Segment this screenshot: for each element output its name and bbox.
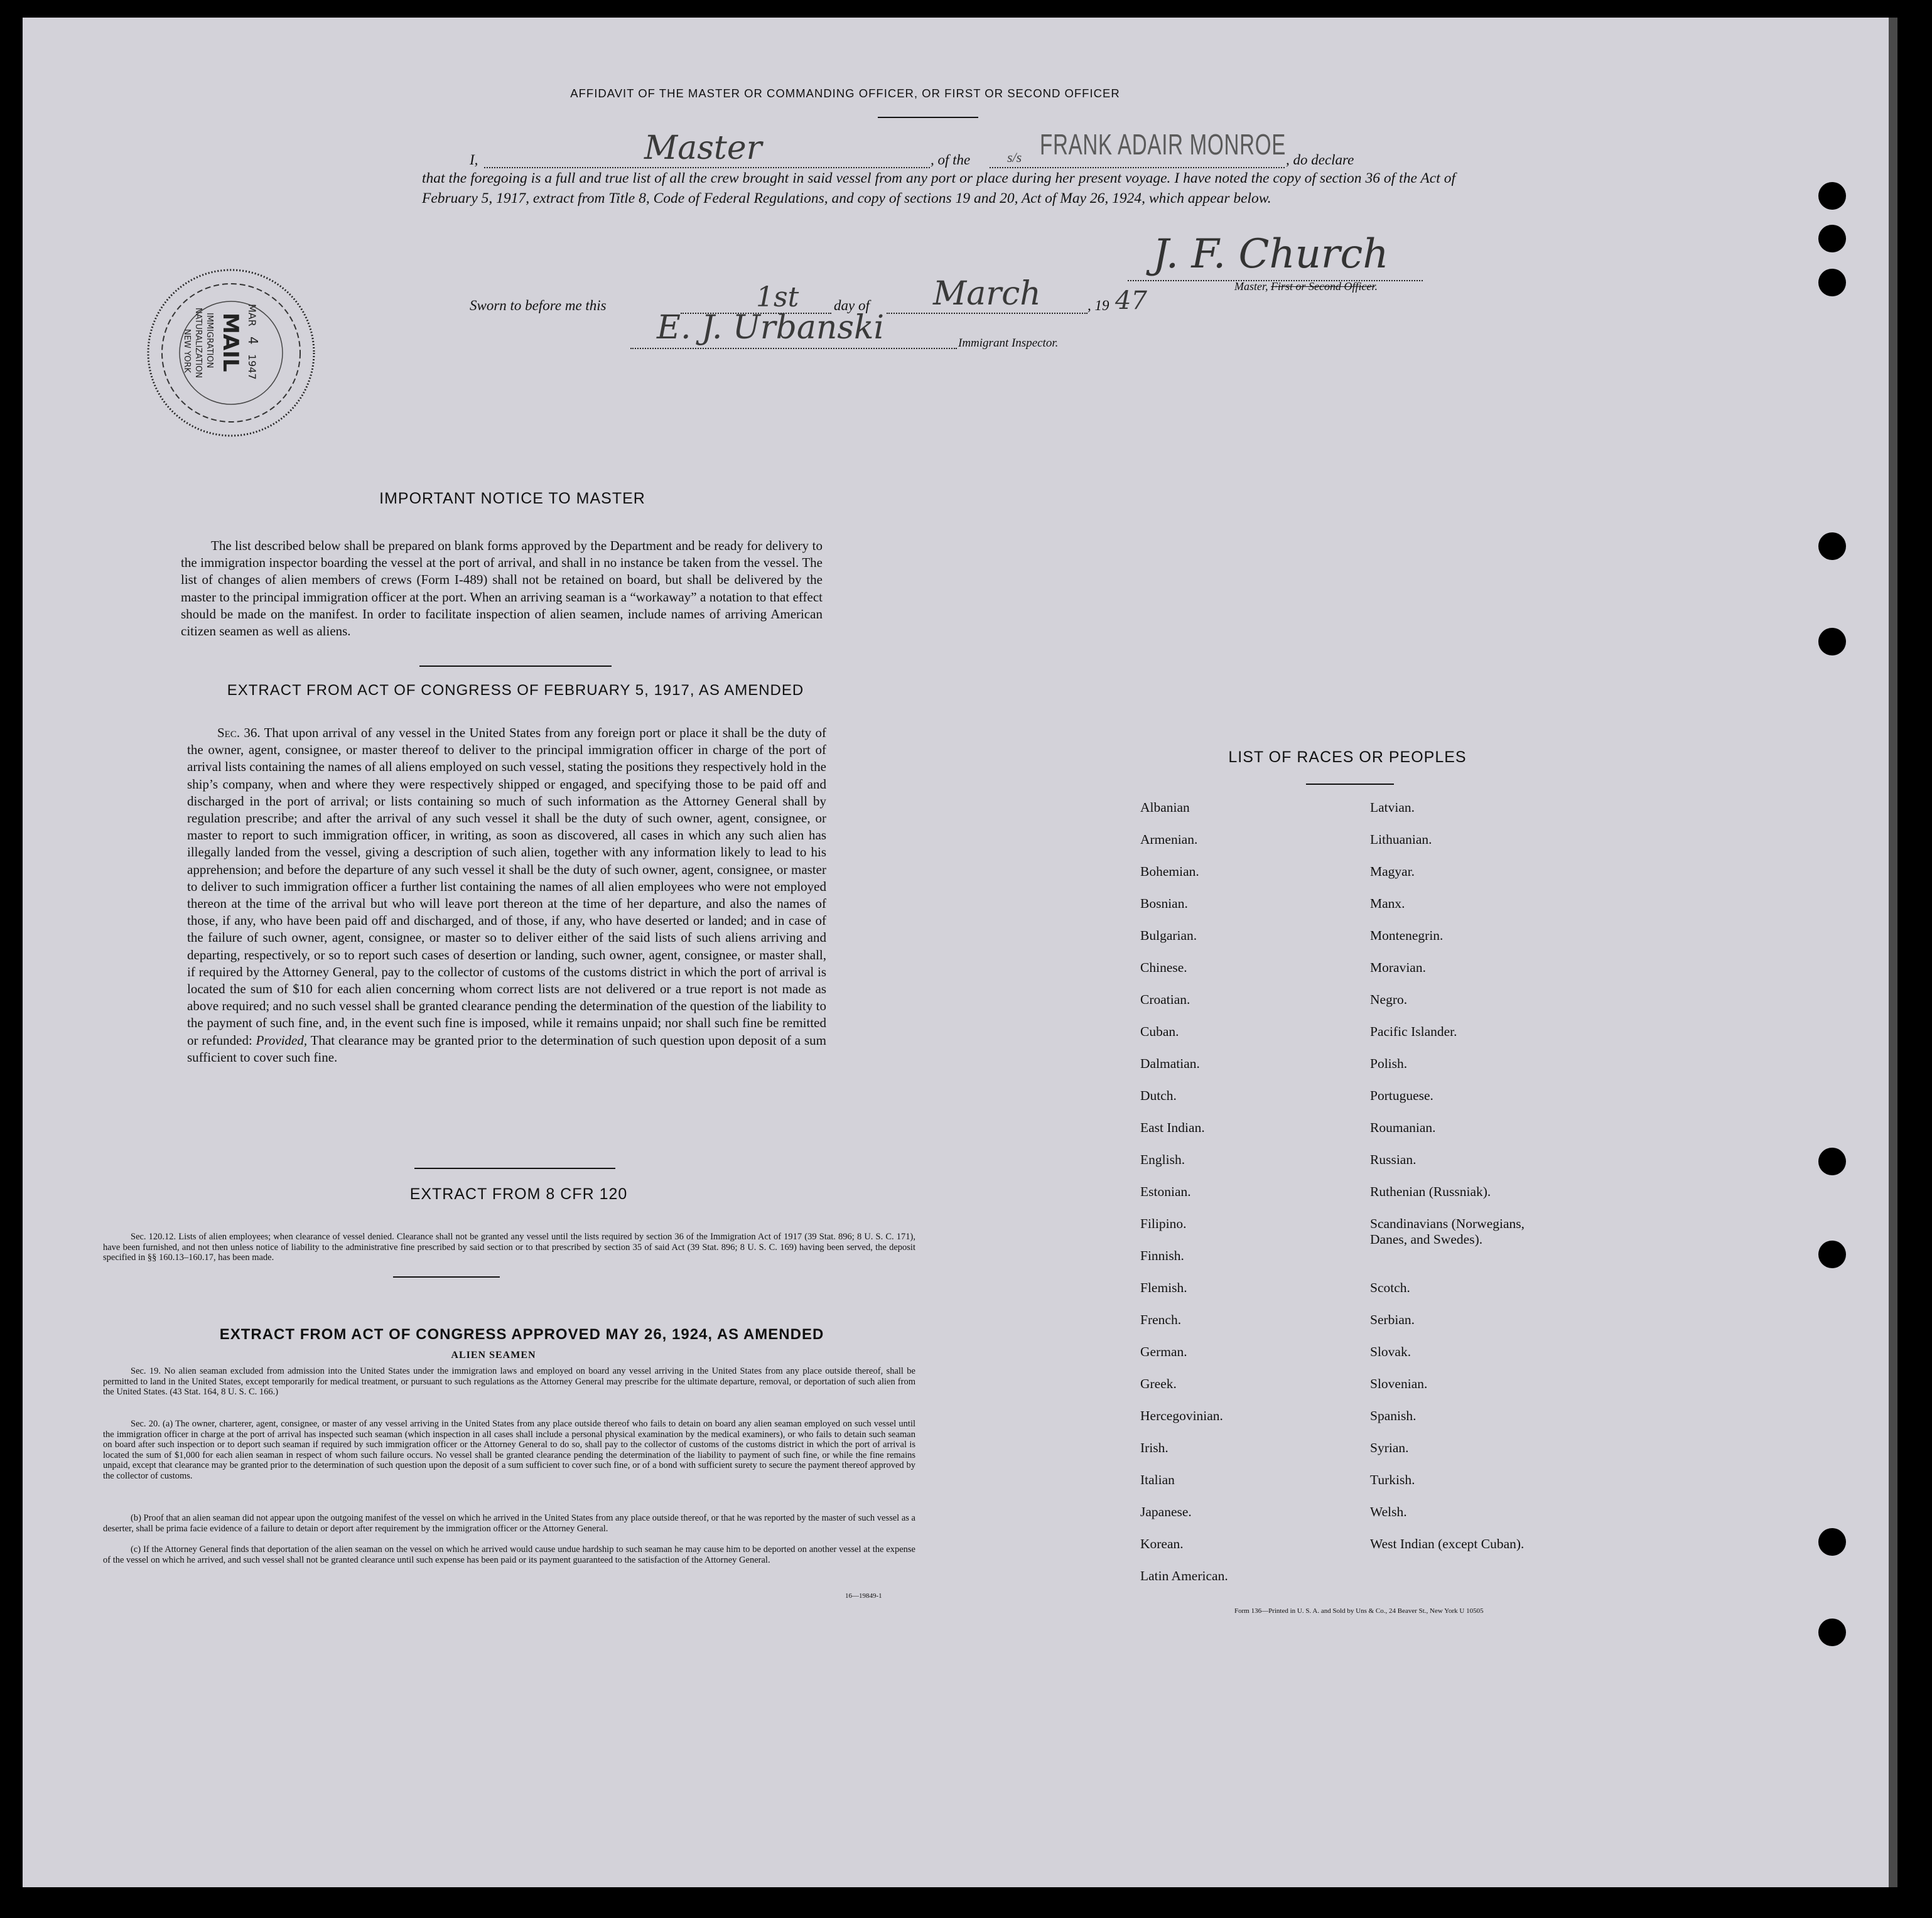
race-item: Russian. — [1370, 1152, 1417, 1167]
race-item: Polish. — [1370, 1056, 1408, 1071]
race-item: Dalmatian. — [1140, 1056, 1200, 1071]
vessel-prefix: s/s — [1007, 149, 1022, 165]
affidavit-body: that the foregoing is a full and true list of all the crew brought in said vessel from any port or place during her present voyage. I have noted the copy of section 36 of the Act of February 5, 1917, extract from Title 8, Code of Federal Regulations, and copy of sections 19 and 20, Act of May 26, 1924, which appear below. — [422, 170, 1455, 207]
race-item: Chinese. — [1140, 960, 1187, 975]
race-item: Croatian. — [1140, 992, 1190, 1007]
race-item: Slovenian. — [1370, 1376, 1428, 1391]
race-item: Manx. — [1370, 896, 1405, 911]
master-signature: J. F. Church — [1153, 231, 1389, 277]
race-item: Negro. — [1370, 992, 1408, 1007]
race-item: West Indian (except Cuban). — [1370, 1536, 1525, 1551]
affidavit-title: AFFIDAVIT OF THE MASTER OR COMMANDING OFFICER, OR FIRST OR SECOND OFFICER — [570, 87, 1120, 100]
inspector-blank — [630, 348, 957, 349]
signature-blank — [1128, 280, 1423, 281]
sec-20b-text: (b) Proof that an alien seaman did not appear upon the outgoing manifest of the vessel on which he arrived in the United States from any place outside thereof, or that he was reported by the master of such vessel as a deserter, shall be prima facie evidence of a failure to detain or deport after requirement by the immigration officer or the Attorney General. — [103, 1513, 915, 1534]
punch-hole — [1818, 1241, 1846, 1268]
race-item: Japanese. — [1140, 1504, 1192, 1519]
race-item: Ruthenian (Russniak). — [1370, 1184, 1491, 1199]
stamp-line: NEW YORK — [182, 329, 192, 373]
race-item: Moravian. — [1370, 960, 1426, 975]
race-item: Scotch. — [1370, 1280, 1410, 1295]
race-item: French. — [1140, 1312, 1182, 1327]
race-item: Syrian. — [1370, 1440, 1409, 1455]
handwritten-rank: Master — [644, 129, 762, 167]
race-item: Korean. — [1140, 1536, 1184, 1551]
punch-hole — [1818, 532, 1846, 560]
alien-seamen-subheading: ALIEN SEAMEN — [451, 1350, 536, 1360]
print-code: 16—19849-1 — [845, 1592, 882, 1600]
stamp-line: MAIL — [218, 313, 243, 372]
race-item: Estonian. — [1140, 1184, 1191, 1199]
race-item: German. — [1140, 1344, 1187, 1359]
extract-1917-heading: EXTRACT FROM ACT OF CONGRESS OF FEBRUARY 5, 1917, AS AMENDED — [227, 682, 804, 699]
year-handwritten: 47 — [1115, 286, 1147, 315]
extract-1924-heading: EXTRACT FROM ACT OF CONGRESS APPROVED MAY 26, 1924, AS AMENDED — [219, 1326, 824, 1343]
inspector-caption: Immigrant Inspector. — [958, 337, 1059, 350]
race-item: Irish. — [1140, 1440, 1168, 1455]
sec-20c-text: (c) If the Attorney General finds that deportation of the alien seaman on the vessel on which he arrived would cause undue hardship to such seaman he may cause him to be deported on another vessel at the expense of the vessel on which he arrived, and such vessel shall not be granted clearance until such expense has been paid or its payment guaranteed to the satisfaction of the Attorney General. — [103, 1544, 915, 1565]
race-item: Flemish. — [1140, 1280, 1187, 1295]
stamp-line: IMMIGRATION — [205, 313, 214, 369]
race-item: Slovak. — [1370, 1344, 1411, 1359]
race-item: Bohemian. — [1140, 864, 1199, 879]
race-item: Scandinavians (Norwegians, Danes, and Swedes). — [1370, 1216, 1525, 1247]
race-item: Bulgarian. — [1140, 928, 1197, 943]
race-item: Portuguese. — [1370, 1088, 1433, 1103]
race-item: Latvian. — [1370, 800, 1415, 815]
sworn-day: 1st — [756, 281, 799, 313]
stamp-line: MAR — [246, 304, 258, 326]
vessel-name: FRANK ADAIR MONROE — [1040, 128, 1287, 161]
race-item: Dutch. — [1140, 1088, 1177, 1103]
divider — [393, 1276, 500, 1278]
notice-heading: IMPORTANT NOTICE TO MASTER — [379, 490, 645, 507]
punch-hole — [1818, 1619, 1846, 1646]
punch-hole — [1818, 628, 1846, 655]
race-item: Montenegrin. — [1370, 928, 1444, 943]
punch-hole — [1818, 182, 1846, 210]
signature-caption-suffix: . — [1374, 280, 1378, 293]
divider — [414, 1168, 615, 1169]
immigration-stamp — [144, 266, 318, 439]
race-item: Bosnian. — [1140, 896, 1188, 911]
extract-1917-text — [187, 725, 826, 1066]
race-item: Turkish. — [1370, 1472, 1415, 1487]
race-item: Magyar. — [1370, 864, 1415, 879]
race-item: Hercegovinian. — [1140, 1408, 1223, 1423]
race-item: Pacific Islander. — [1370, 1024, 1457, 1039]
punch-hole — [1818, 1528, 1846, 1556]
race-item: Italian — [1140, 1472, 1175, 1487]
divider — [419, 665, 612, 667]
race-item: East Indian. — [1140, 1120, 1205, 1135]
year-prefix: , 19 — [1087, 298, 1109, 313]
sec-20a-text: Sec. 20. (a) The owner, charterer, agent, consignee, or master of any vessel arriving in the United States from any place outside thereof who fails to detain on board any alien seaman employed on such vessel until the immigration officer in charge at the port of arrival has inspected such seaman (which inspection in all cases shall include a personal physical examination by the medical examiners), or who fails to detain such seaman on board after such inspection or to deport such seaman if required by such immigration officer or the Attorney General to do so, shall pay to the collector of customs of the customs district in which the port of arrival is located the sum of $1,000 for each alien seaman in respect of whom such failure occurs. No vessel shall be granted clearance pending the determination of the liability to payment of such fine, or while the fine remains unpaid, except that clearance may be granted prior to the determination of such question upon the deposit of a sum sufficient to cover such fine, or of a bond with sufficient surety to secure the payment thereof approved by the collector of customs. — [103, 1419, 915, 1481]
label-i: I, — [470, 152, 478, 168]
label-do-declare: , do declare — [1286, 152, 1354, 168]
stamp-line: 4 — [246, 337, 261, 345]
race-item: Finnish. — [1140, 1248, 1184, 1263]
stamp-line: NATURALIZATION — [193, 308, 203, 379]
extract-cfr-heading: EXTRACT FROM 8 CFR 120 — [409, 1185, 628, 1203]
month-blank — [887, 313, 1087, 314]
document-page — [23, 18, 1897, 1887]
sworn-label: Sworn to before me this — [470, 298, 607, 313]
provided-text: That clearance may be granted prior to the determination of such question upon deposit of a sum sufficient to cover such fine. — [187, 1032, 826, 1065]
race-item: Latin American. — [1140, 1568, 1228, 1583]
race-item: Welsh. — [1370, 1504, 1407, 1519]
signature-caption — [1234, 280, 1378, 293]
inspector-signature: E. J. Urbanski — [657, 309, 885, 347]
race-item: Greek. — [1140, 1376, 1177, 1391]
race-item: Cuban. — [1140, 1024, 1179, 1039]
title-rule — [878, 117, 978, 118]
race-item: English. — [1140, 1152, 1185, 1167]
races-heading: LIST OF RACES OR PEOPLES — [1228, 748, 1467, 766]
punch-hole — [1818, 269, 1846, 296]
race-item: Roumanian. — [1370, 1120, 1436, 1135]
races-right-column — [1370, 800, 1634, 1568]
extract-cfr-text: Sec. 120.12. Lists of alien employees; when clearance of vessel denied. Clearance shall not be granted any vessel until the lists required by section 36 of the Immigration Act of 1917 (39 Stat. 896; 8 U. S. C. 171), have been furnished, and not then unless notice of liability to the administrative fine prescribed by said section or to that prescribed by section 35 of said Act (39 Stat. 896; 8 U. S. C. 169) having been served, the deposit specified in §§ 160.13–160.17, has been made. — [103, 1232, 915, 1263]
race-item: Lithuanian. — [1370, 832, 1432, 847]
notice-text: The list described below shall be prepared on blank forms approved by the Department and be ready for delivery to the immigration inspector boarding the vessel at the port of arrival, and shall in no instance be taken from the vessel. The list of changes of alien members of crews (Form I-489) shall not be retained on board, but shall be delivered by the master to the principal immigration officer at the port. When an arriving seaman is a “workaway” a notation to that effect should be made on the manifest. In order to facilitate inspection of alien seamen, include names of arriving American citizen seamen as well as aliens. — [181, 538, 823, 639]
label-of-the: , of the — [931, 152, 971, 168]
race-item: Albanian — [1140, 800, 1190, 815]
sec-36-label: Sec. 36. — [217, 725, 261, 740]
race-item: Serbian. — [1370, 1312, 1415, 1327]
sec-36-body: That upon arrival of any vessel in the United States from any foreign port or place it shall be the duty of the owner, agent, consignee, or master thereof to deliver to the principal immigration officer in charge of the port of arrival lists containing the names of all aliens employed on such vessel, stating the positions they respectively hold in the ship’s company, when and where they were respectively shipped or engaged, and specifying those to be paid off and discharged in the port of arrival; or lists containing so much of such information as the Attorney General shall by regulation prescribe; and after the arrival of any such vessel it shall be the duty of such owner, agent, consignee, or master to report to such immigration officer, in writing, as soon as discovered, all cases in which any such alien has illegally landed from the vessel, giving a description of such alien, together with any information likely to lead to his apprehension; and before the departure of any such vessel it shall be the duty of such owner, agent, consignee, or master to deliver to such immigration officer a further list containing the names of all alien employees who were not employed thereon at the time of the arrival but who will leave port thereon at the time of her departure, and also the names of those, if any, who have been paid off and discharged, and of those, if any, who have deserted or landed; and in case of the failure of such owner, agent, consignee, or master so to deliver either of the said lists of such aliens arriving and departing, respectively, or so to report such cases of desertion or landing, such owner, agent, consignee, or master shall, if required by the Attorney General, pay to the collector of customs of the customs district in which the port of arrival is located the sum of $10 for each alien concerning whom correct lists are not delivered or a true report is not made as above required; and no such vessel shall be granted clearance pending the determination of the question of the liability to the payment of such fine, and, in the event such fine is imposed, while it remains unpaid; nor shall such fine be remitted or refunded: — [187, 725, 826, 1048]
races-left-column — [1140, 800, 1329, 1600]
form-footer-note: Form 136—Printed in U. S. A. and Sold by Uns & Co., 24 Beaver St., New York U 10505 — [1234, 1607, 1484, 1615]
race-item: Armenian. — [1140, 832, 1198, 847]
punch-hole — [1818, 225, 1846, 252]
signature-caption-prefix: Master, — [1234, 280, 1271, 293]
day-of-label: day of — [834, 298, 870, 313]
race-item: Filipino. — [1140, 1216, 1187, 1231]
race-item: Spanish. — [1370, 1408, 1417, 1423]
stamp-line: 1947 — [246, 354, 258, 380]
divider — [1306, 784, 1394, 785]
sec-19-text: Sec. 19. No alien seaman excluded from admission into the United States under the immigration laws and employed on board any vessel arriving in the United States from any place outside thereof, shall be permitted to land in the United States, except temporarily for medical treatment, or pursuant to such regulations as the Attorney General may prescribe for the ultimate departure, removal, or deportation of such alien from the United States. (43 Stat. 164, 8 U. S. C. 166.) — [103, 1366, 915, 1397]
signature-caption-struck: First or Second Officer — [1271, 280, 1375, 293]
punch-hole — [1818, 1148, 1846, 1175]
provided-label: Provided, — [256, 1032, 308, 1048]
sworn-month: March — [933, 275, 1041, 313]
